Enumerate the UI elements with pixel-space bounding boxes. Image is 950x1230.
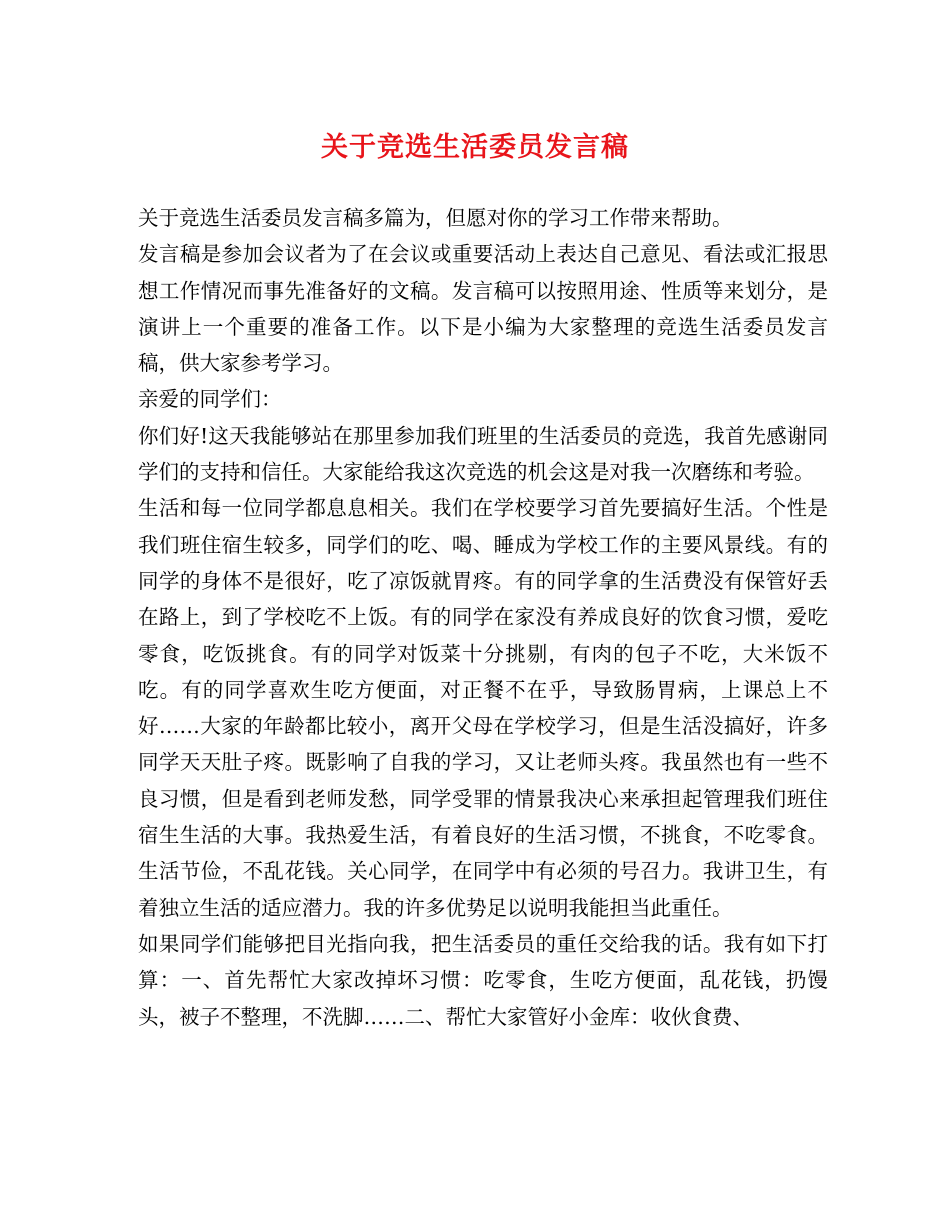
document-body [138, 200, 828, 1035]
intro-paragraph: 关于竞选生活委员发言稿多篇为，但愿对你的学习工作带来帮助。 [138, 206, 733, 230]
main-body-paragraph: 生活和每一位同学都息息相关。我们在学校要学习首先要搞好生活。个性是我们班住宿生较多，同学们的吃、喝、睡成为学校工作的主要风景线。有的同学的身体不是很好，吃了凉饭就胃疼。有的同学拿的生活费没有保管好丢在路上，到了学校吃不上饭。有的同学在家没有养成良好的饮食习惯，爱吃零食，吃饭挑食。有的同学对饭菜十分挑剔，有肉的包子不吃，大米饭不吃。有的同学喜欢生吃方便面，对正餐不在乎，导致肠胃病，上课总上不好……大家的年龄都比较小，离开父母在学校学习，但是生活没搞好，许多同学天天肚子疼。既影响了自我的学习，又让老师头疼。我虽然也有一些不良习惯，但是看到老师发愁，同学受罪的情景我决心来承担起管理我们班住宿生生活的大事。我热爱生活，有着良好的生活习惯，不挑食，不吃零食。生活节俭，不乱花钱。关心同学，在同学中有必须的号召力。我讲卫生，有着独立生活的适应潜力。我的许多优势足以说明我能担当此重任。 [138, 496, 828, 920]
document-title: 关于竞选生活委员发言稿 [321, 132, 629, 163]
greeting-paragraph: 你们好!这天我能够站在那里参加我们班里的生活委员的竞选，我首先感谢同学们的支持和信任。大家能给我这次竞选的机会这是对我一次磨练和考验。 [138, 423, 828, 485]
plan-paragraph: 如果同学们能够把目光指向我，把生活委员的重任交给我的话。我有如下打算：一、首先帮忙大家改掉坏习惯：吃零食，生吃方便面，乱花钱，扔馒头，被子不整理，不洗脚……二、帮忙大家管好小金库：收伙食费、 [138, 931, 828, 1029]
definition-paragraph: 发言稿是参加会议者为了在会议或重要活动上表达自己意见、看法或汇报思想工作情况而事先准备好的文稿。发言稿可以按照用途、性质等来划分，是演讲上一个重要的准备工作。以下是小编为大家整理的竞选生活委员发言稿，供大家参考学习。 [138, 242, 828, 376]
salutation-paragraph: 亲爱的同学们： [138, 387, 282, 412]
